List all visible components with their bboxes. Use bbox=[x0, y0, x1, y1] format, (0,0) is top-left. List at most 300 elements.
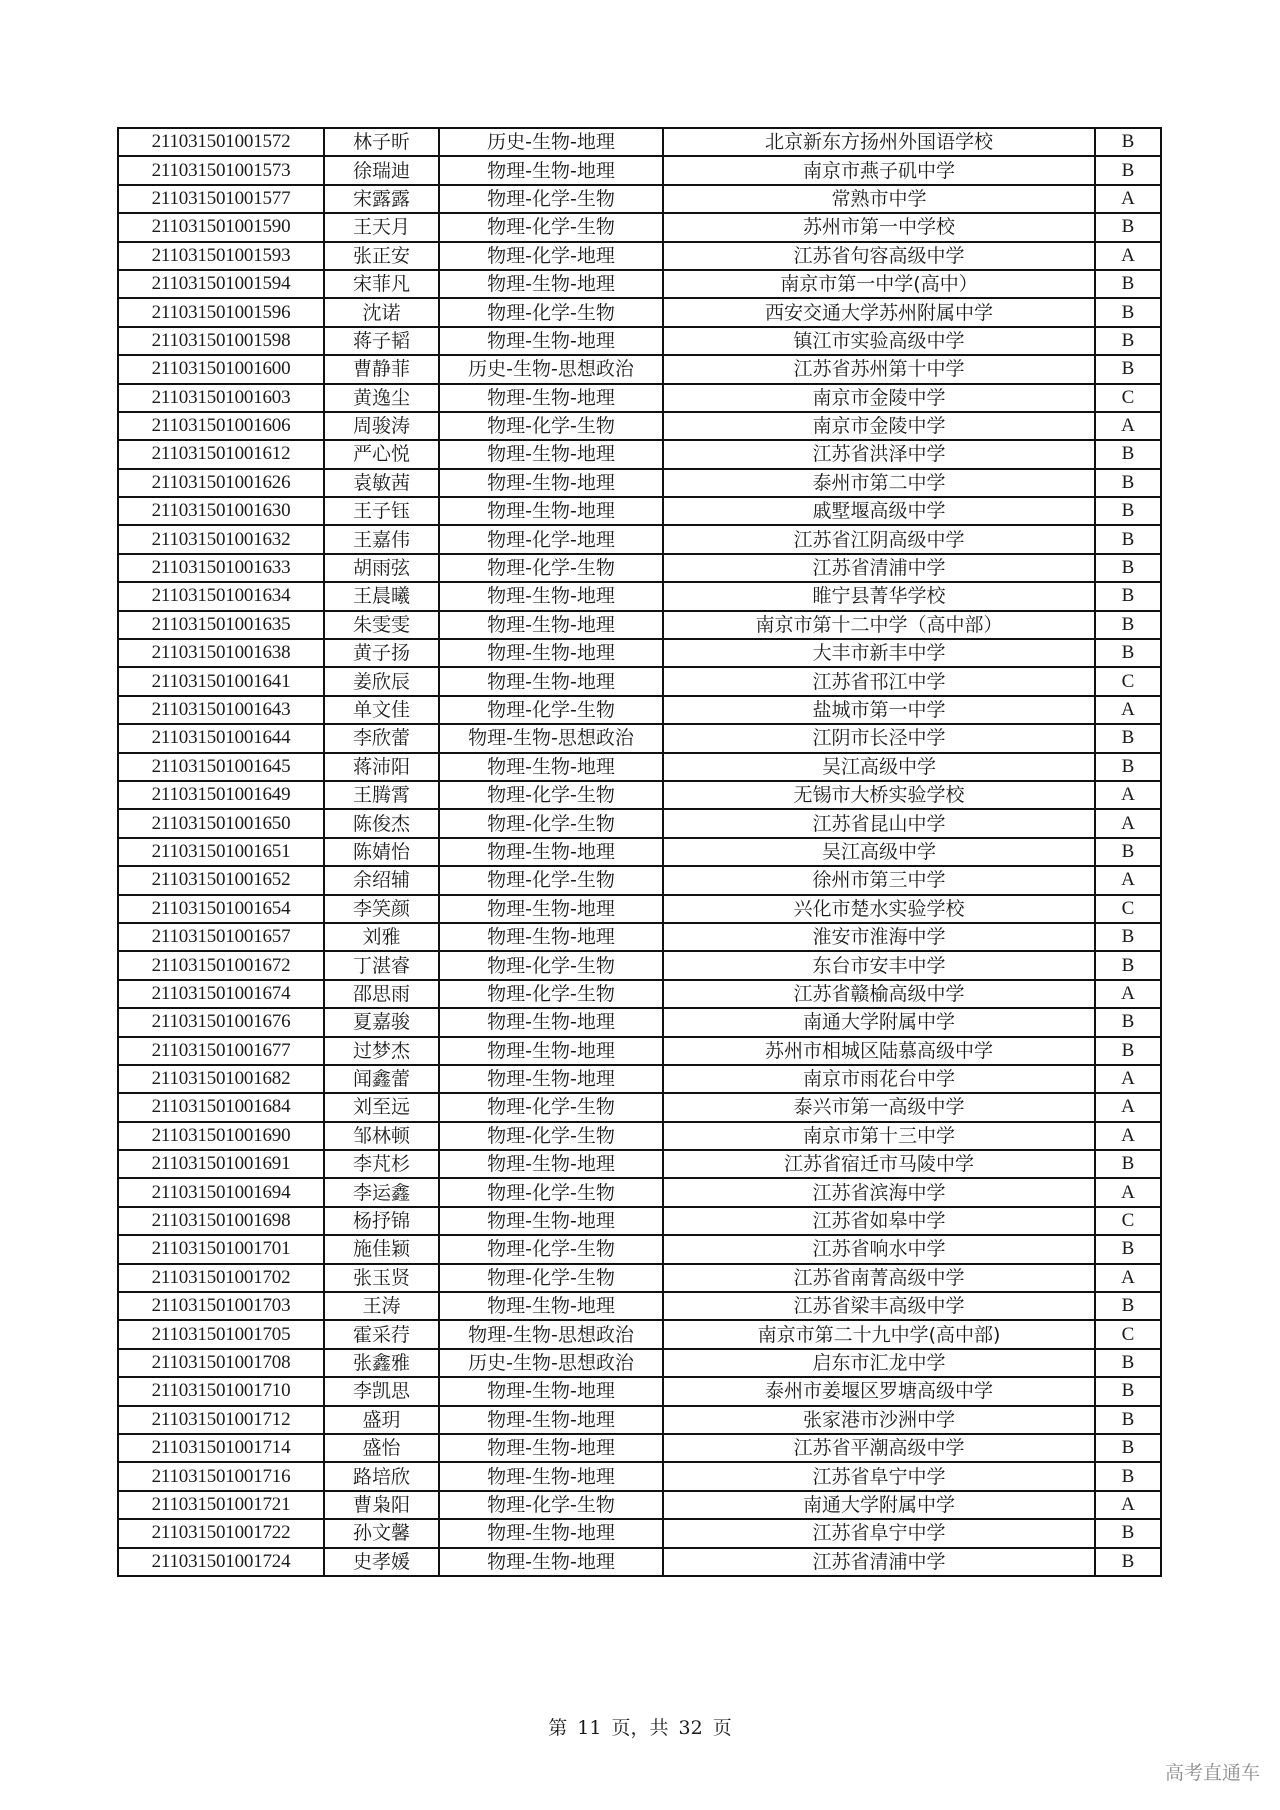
table-row bbox=[118, 1037, 1161, 1065]
student-name-cell: 盛玥 bbox=[324, 1406, 439, 1434]
grade-cell: B bbox=[1095, 298, 1161, 326]
grade-cell: B bbox=[1095, 1377, 1161, 1405]
table-row bbox=[118, 440, 1161, 468]
exam-id-cell: 211031501001682 bbox=[118, 1065, 324, 1093]
grade-cell: B bbox=[1095, 1235, 1161, 1263]
table-row bbox=[118, 298, 1161, 326]
student-name-cell: 夏嘉骏 bbox=[324, 1008, 439, 1036]
grade-cell: B bbox=[1095, 1406, 1161, 1434]
table-row bbox=[118, 1122, 1161, 1150]
school-cell: 南京市第十三中学 bbox=[663, 1122, 1095, 1150]
exam-id-cell: 211031501001634 bbox=[118, 582, 324, 610]
grade-cell: A bbox=[1095, 866, 1161, 894]
table-row bbox=[118, 1207, 1161, 1235]
exam-id-cell: 211031501001612 bbox=[118, 440, 324, 468]
school-cell: 江苏省滨海中学 bbox=[663, 1178, 1095, 1206]
subject-combo-cell: 物理-化学-生物 bbox=[439, 809, 663, 837]
school-cell: 江阴市长泾中学 bbox=[663, 724, 1095, 752]
table-row bbox=[118, 128, 1161, 156]
roster-body bbox=[118, 128, 1161, 1576]
subject-combo-cell: 历史-生物-思想政治 bbox=[439, 1349, 663, 1377]
grade-cell: A bbox=[1095, 1491, 1161, 1519]
student-name-cell: 胡雨弦 bbox=[324, 554, 439, 582]
school-cell: 江苏省如皋中学 bbox=[663, 1207, 1095, 1235]
grade-cell: B bbox=[1095, 156, 1161, 184]
school-cell: 江苏省响水中学 bbox=[663, 1235, 1095, 1263]
school-cell: 江苏省昆山中学 bbox=[663, 809, 1095, 837]
page-label-mid: 页，共 bbox=[611, 1717, 669, 1739]
grade-cell: B bbox=[1095, 128, 1161, 156]
student-name-cell: 闻鑫蕾 bbox=[324, 1065, 439, 1093]
grade-cell: A bbox=[1095, 185, 1161, 213]
exam-id-cell: 211031501001703 bbox=[118, 1292, 324, 1320]
table-row bbox=[118, 1491, 1161, 1519]
exam-id-cell: 211031501001690 bbox=[118, 1122, 324, 1150]
exam-id-cell: 211031501001645 bbox=[118, 753, 324, 781]
grade-cell: B bbox=[1095, 1008, 1161, 1036]
subject-combo-cell: 物理-化学-生物 bbox=[439, 1093, 663, 1121]
subject-combo-cell: 物理-化学-生物 bbox=[439, 554, 663, 582]
table-row bbox=[118, 951, 1161, 979]
exam-id-cell: 211031501001722 bbox=[118, 1519, 324, 1547]
student-name-cell: 王天月 bbox=[324, 213, 439, 241]
student-name-cell: 曹静菲 bbox=[324, 355, 439, 383]
exam-id-cell: 211031501001626 bbox=[118, 469, 324, 497]
student-name-cell: 林子昕 bbox=[324, 128, 439, 156]
grade-cell: A bbox=[1095, 412, 1161, 440]
subject-combo-cell: 物理-化学-生物 bbox=[439, 1235, 663, 1263]
grade-cell: B bbox=[1095, 327, 1161, 355]
table-row bbox=[118, 639, 1161, 667]
subject-combo-cell: 物理-生物-地理 bbox=[439, 1548, 663, 1576]
school-cell: 南京市第十二中学（高中部） bbox=[663, 611, 1095, 639]
student-name-cell: 过梦杰 bbox=[324, 1037, 439, 1065]
student-name-cell: 徐瑞迪 bbox=[324, 156, 439, 184]
student-name-cell: 史孝媛 bbox=[324, 1548, 439, 1576]
table-row bbox=[118, 923, 1161, 951]
school-cell: 江苏省阜宁中学 bbox=[663, 1519, 1095, 1547]
grade-cell: B bbox=[1095, 1548, 1161, 1576]
exam-id-cell: 211031501001714 bbox=[118, 1434, 324, 1462]
subject-combo-cell: 物理-生物-地理 bbox=[439, 895, 663, 923]
exam-id-cell: 211031501001632 bbox=[118, 525, 324, 553]
table-row bbox=[118, 1519, 1161, 1547]
exam-id-cell: 211031501001593 bbox=[118, 242, 324, 270]
subject-combo-cell: 物理-生物-地理 bbox=[439, 1150, 663, 1178]
student-name-cell: 周骏涛 bbox=[324, 412, 439, 440]
school-cell: 兴化市楚水实验学校 bbox=[663, 895, 1095, 923]
table-row bbox=[118, 980, 1161, 1008]
exam-id-cell: 211031501001702 bbox=[118, 1264, 324, 1292]
subject-combo-cell: 物理-化学-生物 bbox=[439, 1178, 663, 1206]
table-row bbox=[118, 582, 1161, 610]
table-row bbox=[118, 1093, 1161, 1121]
school-cell: 江苏省平潮高级中学 bbox=[663, 1434, 1095, 1462]
school-cell: 苏州市第一中学校 bbox=[663, 213, 1095, 241]
grade-cell: B bbox=[1095, 838, 1161, 866]
exam-id-cell: 211031501001598 bbox=[118, 327, 324, 355]
subject-combo-cell: 物理-化学-生物 bbox=[439, 412, 663, 440]
student-name-cell: 路培欣 bbox=[324, 1462, 439, 1490]
table-row bbox=[118, 696, 1161, 724]
school-cell: 江苏省邗江中学 bbox=[663, 667, 1095, 695]
school-cell: 泰兴市第一高级中学 bbox=[663, 1093, 1095, 1121]
student-name-cell: 刘至远 bbox=[324, 1093, 439, 1121]
exam-id-cell: 211031501001651 bbox=[118, 838, 324, 866]
exam-id-cell: 211031501001641 bbox=[118, 667, 324, 695]
subject-combo-cell: 物理-化学-生物 bbox=[439, 185, 663, 213]
student-name-cell: 沈诺 bbox=[324, 298, 439, 326]
student-name-cell: 刘雅 bbox=[324, 923, 439, 951]
student-name-cell: 黄逸尘 bbox=[324, 384, 439, 412]
subject-combo-cell: 物理-生物-地理 bbox=[439, 639, 663, 667]
grade-cell: A bbox=[1095, 1122, 1161, 1150]
grade-cell: B bbox=[1095, 1037, 1161, 1065]
student-name-cell: 李凯思 bbox=[324, 1377, 439, 1405]
table-row bbox=[118, 809, 1161, 837]
student-name-cell: 朱雯雯 bbox=[324, 611, 439, 639]
subject-combo-cell: 物理-生物-地理 bbox=[439, 327, 663, 355]
school-cell: 东台市安丰中学 bbox=[663, 951, 1095, 979]
table-row bbox=[118, 412, 1161, 440]
table-row bbox=[118, 1548, 1161, 1576]
student-name-cell: 李笑颜 bbox=[324, 895, 439, 923]
student-name-cell: 李运鑫 bbox=[324, 1178, 439, 1206]
subject-combo-cell: 物理-化学-生物 bbox=[439, 951, 663, 979]
exam-id-cell: 211031501001724 bbox=[118, 1548, 324, 1576]
grade-cell: C bbox=[1095, 384, 1161, 412]
grade-cell: C bbox=[1095, 667, 1161, 695]
grade-cell: B bbox=[1095, 1434, 1161, 1462]
subject-combo-cell: 物理-化学-生物 bbox=[439, 781, 663, 809]
exam-id-cell: 211031501001701 bbox=[118, 1235, 324, 1263]
exam-id-cell: 211031501001603 bbox=[118, 384, 324, 412]
table-row bbox=[118, 1150, 1161, 1178]
table-row bbox=[118, 384, 1161, 412]
subject-combo-cell: 物理-化学-生物 bbox=[439, 1264, 663, 1292]
exam-id-cell: 211031501001573 bbox=[118, 156, 324, 184]
school-cell: 江苏省赣榆高级中学 bbox=[663, 980, 1095, 1008]
exam-id-cell: 211031501001590 bbox=[118, 213, 324, 241]
exam-id-cell: 211031501001677 bbox=[118, 1037, 324, 1065]
exam-id-cell: 211031501001698 bbox=[118, 1207, 324, 1235]
school-cell: 江苏省宿迁市马陵中学 bbox=[663, 1150, 1095, 1178]
student-name-cell: 王嘉伟 bbox=[324, 525, 439, 553]
table-row bbox=[118, 1434, 1161, 1462]
table-row bbox=[118, 1406, 1161, 1434]
exam-id-cell: 211031501001643 bbox=[118, 696, 324, 724]
subject-combo-cell: 物理-生物-地理 bbox=[439, 1406, 663, 1434]
school-cell: 启东市汇龙中学 bbox=[663, 1349, 1095, 1377]
grade-cell: B bbox=[1095, 951, 1161, 979]
subject-combo-cell: 历史-生物-地理 bbox=[439, 128, 663, 156]
school-cell: 江苏省苏州第十中学 bbox=[663, 355, 1095, 383]
exam-id-cell: 211031501001674 bbox=[118, 980, 324, 1008]
grade-cell: B bbox=[1095, 525, 1161, 553]
exam-id-cell: 211031501001606 bbox=[118, 412, 324, 440]
subject-combo-cell: 物理-化学-生物 bbox=[439, 980, 663, 1008]
table-row bbox=[118, 1264, 1161, 1292]
grade-cell: B bbox=[1095, 1150, 1161, 1178]
table-row bbox=[118, 497, 1161, 525]
table-row bbox=[118, 1292, 1161, 1320]
page-footer bbox=[0, 1713, 1280, 1740]
student-name-cell: 严心悦 bbox=[324, 440, 439, 468]
student-name-cell: 盛怡 bbox=[324, 1434, 439, 1462]
subject-combo-cell: 物理-生物-地理 bbox=[439, 469, 663, 497]
student-name-cell: 宋菲凡 bbox=[324, 270, 439, 298]
subject-combo-cell: 物理-化学-生物 bbox=[439, 1122, 663, 1150]
table-row bbox=[118, 1377, 1161, 1405]
subject-combo-cell: 物理-生物-地理 bbox=[439, 753, 663, 781]
subject-combo-cell: 物理-生物-思想政治 bbox=[439, 1320, 663, 1348]
exam-id-cell: 211031501001630 bbox=[118, 497, 324, 525]
exam-id-cell: 211031501001638 bbox=[118, 639, 324, 667]
grade-cell: B bbox=[1095, 440, 1161, 468]
grade-cell: B bbox=[1095, 724, 1161, 752]
subject-combo-cell: 物理-生物-地理 bbox=[439, 667, 663, 695]
school-cell: 戚墅堰高级中学 bbox=[663, 497, 1095, 525]
grade-cell: B bbox=[1095, 639, 1161, 667]
subject-combo-cell: 物理-生物-地理 bbox=[439, 1207, 663, 1235]
subject-combo-cell: 物理-生物-地理 bbox=[439, 838, 663, 866]
table-row bbox=[118, 213, 1161, 241]
table-row bbox=[118, 242, 1161, 270]
school-cell: 江苏省阜宁中学 bbox=[663, 1462, 1095, 1490]
school-cell: 睢宁县菁华学校 bbox=[663, 582, 1095, 610]
page-label-prefix: 第 bbox=[548, 1717, 568, 1739]
grade-cell: A bbox=[1095, 809, 1161, 837]
student-name-cell: 张玉贤 bbox=[324, 1264, 439, 1292]
subject-combo-cell: 物理-生物-地理 bbox=[439, 1462, 663, 1490]
student-name-cell: 孙文馨 bbox=[324, 1519, 439, 1547]
page-label-suffix: 页 bbox=[712, 1717, 732, 1739]
grade-cell: B bbox=[1095, 923, 1161, 951]
grade-cell: B bbox=[1095, 355, 1161, 383]
school-cell: 徐州市第三中学 bbox=[663, 866, 1095, 894]
student-name-cell: 陈婧怡 bbox=[324, 838, 439, 866]
subject-combo-cell: 物理-生物-地理 bbox=[439, 582, 663, 610]
subject-combo-cell: 物理-化学-生物 bbox=[439, 696, 663, 724]
grade-cell: B bbox=[1095, 753, 1161, 781]
exam-id-cell: 211031501001657 bbox=[118, 923, 324, 951]
subject-combo-cell: 历史-生物-思想政治 bbox=[439, 355, 663, 383]
exam-id-cell: 211031501001708 bbox=[118, 1349, 324, 1377]
grade-cell: A bbox=[1095, 1065, 1161, 1093]
exam-id-cell: 211031501001672 bbox=[118, 951, 324, 979]
table-row bbox=[118, 667, 1161, 695]
table-row bbox=[118, 525, 1161, 553]
grade-cell: B bbox=[1095, 1462, 1161, 1490]
exam-id-cell: 211031501001705 bbox=[118, 1320, 324, 1348]
table-row bbox=[118, 270, 1161, 298]
subject-combo-cell: 物理-生物-地理 bbox=[439, 440, 663, 468]
subject-combo-cell: 物理-生物-地理 bbox=[439, 1519, 663, 1547]
exam-id-cell: 211031501001721 bbox=[118, 1491, 324, 1519]
exam-id-cell: 211031501001684 bbox=[118, 1093, 324, 1121]
subject-combo-cell: 物理-化学-地理 bbox=[439, 242, 663, 270]
table-row bbox=[118, 1462, 1161, 1490]
table-row bbox=[118, 895, 1161, 923]
school-cell: 南京市金陵中学 bbox=[663, 384, 1095, 412]
table-row bbox=[118, 838, 1161, 866]
subject-combo-cell: 物理-生物-地理 bbox=[439, 1008, 663, 1036]
student-name-cell: 黄子扬 bbox=[324, 639, 439, 667]
school-cell: 南通大学附属中学 bbox=[663, 1491, 1095, 1519]
student-name-cell: 曹枭阳 bbox=[324, 1491, 439, 1519]
student-name-cell: 袁敏茜 bbox=[324, 469, 439, 497]
exam-id-cell: 211031501001650 bbox=[118, 809, 324, 837]
subject-combo-cell: 物理-生物-地理 bbox=[439, 1037, 663, 1065]
school-cell: 淮安市淮海中学 bbox=[663, 923, 1095, 951]
exam-id-cell: 211031501001654 bbox=[118, 895, 324, 923]
grade-cell: B bbox=[1095, 611, 1161, 639]
school-cell: 张家港市沙洲中学 bbox=[663, 1406, 1095, 1434]
grade-cell: A bbox=[1095, 1093, 1161, 1121]
exam-id-cell: 211031501001716 bbox=[118, 1462, 324, 1490]
table-row bbox=[118, 554, 1161, 582]
grade-cell: A bbox=[1095, 781, 1161, 809]
subject-combo-cell: 物理-化学-地理 bbox=[439, 525, 663, 553]
table-row bbox=[118, 611, 1161, 639]
student-name-cell: 宋露露 bbox=[324, 185, 439, 213]
grade-cell: B bbox=[1095, 213, 1161, 241]
school-cell: 无锡市大桥实验学校 bbox=[663, 781, 1095, 809]
school-cell: 泰州市姜堰区罗塘高级中学 bbox=[663, 1377, 1095, 1405]
exam-id-cell: 211031501001676 bbox=[118, 1008, 324, 1036]
table-row bbox=[118, 753, 1161, 781]
exam-id-cell: 211031501001694 bbox=[118, 1178, 324, 1206]
table-row bbox=[118, 1008, 1161, 1036]
grade-cell: A bbox=[1095, 980, 1161, 1008]
exam-id-cell: 211031501001572 bbox=[118, 128, 324, 156]
grade-cell: B bbox=[1095, 1519, 1161, 1547]
school-cell: 江苏省清浦中学 bbox=[663, 1548, 1095, 1576]
table-row bbox=[118, 1349, 1161, 1377]
subject-combo-cell: 物理-化学-生物 bbox=[439, 866, 663, 894]
school-cell: 吴江高级中学 bbox=[663, 753, 1095, 781]
watermark: 高考直通车 bbox=[1164, 1762, 1260, 1784]
table-row bbox=[118, 469, 1161, 497]
grade-cell: A bbox=[1095, 1264, 1161, 1292]
grade-cell: B bbox=[1095, 554, 1161, 582]
exam-id-cell: 211031501001691 bbox=[118, 1150, 324, 1178]
student-name-cell: 蒋子韬 bbox=[324, 327, 439, 355]
school-cell: 南京市金陵中学 bbox=[663, 412, 1095, 440]
student-name-cell: 霍采荇 bbox=[324, 1320, 439, 1348]
exam-id-cell: 211031501001710 bbox=[118, 1377, 324, 1405]
subject-combo-cell: 物理-生物-地理 bbox=[439, 156, 663, 184]
subject-combo-cell: 物理-化学-生物 bbox=[439, 213, 663, 241]
student-name-cell: 李欣蕾 bbox=[324, 724, 439, 752]
student-name-cell: 陈俊杰 bbox=[324, 809, 439, 837]
table-row bbox=[118, 1320, 1161, 1348]
school-cell: 南京市第二十九中学(高中部) bbox=[663, 1320, 1095, 1348]
table-row bbox=[118, 327, 1161, 355]
subject-combo-cell: 物理-生物-地理 bbox=[439, 384, 663, 412]
grade-cell: B bbox=[1095, 497, 1161, 525]
subject-combo-cell: 物理-生物-地理 bbox=[439, 611, 663, 639]
table-row bbox=[118, 781, 1161, 809]
table-row bbox=[118, 1235, 1161, 1263]
school-cell: 吴江高级中学 bbox=[663, 838, 1095, 866]
exam-id-cell: 211031501001635 bbox=[118, 611, 324, 639]
grade-cell: B bbox=[1095, 1292, 1161, 1320]
table-row bbox=[118, 185, 1161, 213]
school-cell: 江苏省句容高级中学 bbox=[663, 242, 1095, 270]
table-row bbox=[118, 1178, 1161, 1206]
student-name-cell: 丁湛睿 bbox=[324, 951, 439, 979]
grade-cell: C bbox=[1095, 1207, 1161, 1235]
table-row bbox=[118, 156, 1161, 184]
table-row bbox=[118, 355, 1161, 383]
exam-id-cell: 211031501001596 bbox=[118, 298, 324, 326]
subject-combo-cell: 物理-生物-地理 bbox=[439, 923, 663, 951]
student-name-cell: 李芃杉 bbox=[324, 1150, 439, 1178]
school-cell: 苏州市相城区陆慕高级中学 bbox=[663, 1037, 1095, 1065]
subject-combo-cell: 物理-生物-地理 bbox=[439, 497, 663, 525]
exam-id-cell: 211031501001652 bbox=[118, 866, 324, 894]
student-name-cell: 王涛 bbox=[324, 1292, 439, 1320]
school-cell: 南京市第一中学(高中） bbox=[663, 270, 1095, 298]
grade-cell: C bbox=[1095, 895, 1161, 923]
exam-id-cell: 211031501001644 bbox=[118, 724, 324, 752]
table-row bbox=[118, 866, 1161, 894]
grade-cell: A bbox=[1095, 242, 1161, 270]
total-pages-number: 32 bbox=[678, 1717, 703, 1739]
school-cell: 大丰市新丰中学 bbox=[663, 639, 1095, 667]
student-roster-table bbox=[117, 127, 1162, 1577]
subject-combo-cell: 物理-生物-地理 bbox=[439, 1292, 663, 1320]
student-name-cell: 邵思雨 bbox=[324, 980, 439, 1008]
school-cell: 江苏省南菁高级中学 bbox=[663, 1264, 1095, 1292]
student-name-cell: 邹林顿 bbox=[324, 1122, 439, 1150]
school-cell: 江苏省清浦中学 bbox=[663, 554, 1095, 582]
exam-id-cell: 211031501001712 bbox=[118, 1406, 324, 1434]
school-cell: 南京市雨花台中学 bbox=[663, 1065, 1095, 1093]
school-cell: 江苏省洪泽中学 bbox=[663, 440, 1095, 468]
subject-combo-cell: 物理-生物-地理 bbox=[439, 1434, 663, 1462]
subject-combo-cell: 物理-化学-生物 bbox=[439, 1491, 663, 1519]
grade-cell: B bbox=[1095, 469, 1161, 497]
grade-cell: A bbox=[1095, 696, 1161, 724]
student-name-cell: 姜欣辰 bbox=[324, 667, 439, 695]
school-cell: 江苏省江阴高级中学 bbox=[663, 525, 1095, 553]
subject-combo-cell: 物理-生物-思想政治 bbox=[439, 724, 663, 752]
school-cell: 南通大学附属中学 bbox=[663, 1008, 1095, 1036]
table-row bbox=[118, 724, 1161, 752]
student-name-cell: 单文佳 bbox=[324, 696, 439, 724]
school-cell: 江苏省梁丰高级中学 bbox=[663, 1292, 1095, 1320]
exam-id-cell: 211031501001649 bbox=[118, 781, 324, 809]
subject-combo-cell: 物理-生物-地理 bbox=[439, 1377, 663, 1405]
school-cell: 西安交通大学苏州附属中学 bbox=[663, 298, 1095, 326]
school-cell: 北京新东方扬州外国语学校 bbox=[663, 128, 1095, 156]
grade-cell: B bbox=[1095, 1349, 1161, 1377]
table-row bbox=[118, 1065, 1161, 1093]
subject-combo-cell: 物理-化学-生物 bbox=[439, 298, 663, 326]
school-cell: 盐城市第一中学 bbox=[663, 696, 1095, 724]
grade-cell: B bbox=[1095, 582, 1161, 610]
student-name-cell: 蒋沛阳 bbox=[324, 753, 439, 781]
subject-combo-cell: 物理-生物-地理 bbox=[439, 270, 663, 298]
student-name-cell: 王晨曦 bbox=[324, 582, 439, 610]
student-name-cell: 余绍辅 bbox=[324, 866, 439, 894]
school-cell: 镇江市实验高级中学 bbox=[663, 327, 1095, 355]
school-cell: 南京市燕子矶中学 bbox=[663, 156, 1095, 184]
subject-combo-cell: 物理-生物-地理 bbox=[439, 1065, 663, 1093]
school-cell: 泰州市第二中学 bbox=[663, 469, 1095, 497]
